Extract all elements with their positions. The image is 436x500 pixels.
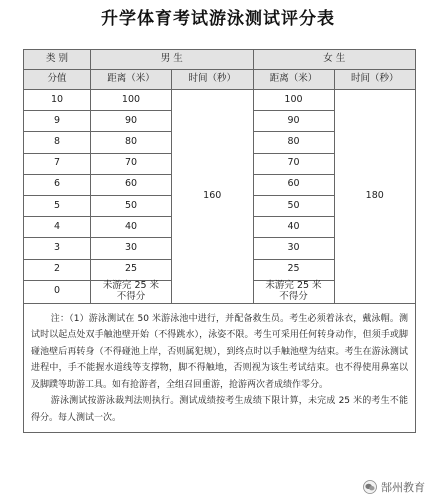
score-cell: 0 [24, 280, 91, 303]
header-female: 女 生 [253, 50, 416, 70]
header-score: 分值 [24, 70, 91, 90]
female-distance-cell: 25 [253, 259, 334, 280]
female-distance-cell: 40 [253, 217, 334, 238]
male-distance-cell: 40 [91, 217, 172, 238]
score-cell: 10 [24, 90, 91, 111]
female-time-cell: 180 [334, 90, 416, 304]
header-row-columns [24, 70, 416, 90]
male-distance-cell: 90 [91, 111, 172, 132]
female-distance-cell: 50 [253, 195, 334, 216]
score-cell: 7 [24, 153, 91, 174]
male-distance-cell: 70 [91, 153, 172, 174]
header-male-distance: 距离（米） [91, 70, 172, 90]
male-distance-cell: 50 [91, 195, 172, 216]
watermark [360, 478, 428, 496]
female-distance-cell: 100 [253, 90, 334, 111]
wechat-icon [363, 480, 377, 494]
male-time-cell: 160 [172, 90, 254, 304]
male-distance-cell: 100 [91, 90, 172, 111]
male-distance-cell: 80 [91, 132, 172, 153]
notes-cell [24, 303, 416, 433]
score-cell: 5 [24, 195, 91, 216]
score-cell: 4 [24, 217, 91, 238]
header-female-distance: 距离（米） [253, 70, 334, 90]
female-distance-cell: 80 [253, 132, 334, 153]
header-row-category [24, 50, 416, 70]
score-cell: 3 [24, 238, 91, 259]
score-cell: 2 [24, 259, 91, 280]
male-distance-cell: 未游完 25 米 不得分 [91, 280, 172, 303]
score-table [23, 49, 416, 433]
female-distance-cell: 30 [253, 238, 334, 259]
notes-row [24, 303, 416, 433]
female-distance-cell: 60 [253, 174, 334, 195]
score-cell: 8 [24, 132, 91, 153]
male-distance-cell: 60 [91, 174, 172, 195]
male-distance-cell: 25 [91, 259, 172, 280]
female-distance-cell: 未游完 25 米 不得分 [253, 280, 334, 303]
table-row [24, 90, 416, 111]
watermark-text: 郜州教育 [381, 481, 425, 494]
page-title: 升学体育考试游泳测试评分表 [101, 9, 335, 29]
header-male-time: 时间（秒） [172, 70, 254, 90]
score-cell: 9 [24, 111, 91, 132]
note-paragraph: 注：（1）游泳测试在 50 米游泳池中进行，并配备救生员。考生必须着泳衣，戴泳帽。测试时以起点处双手触池壁开始（不得跳水），泳姿不限。考生可采用任何转身动作，但须手或脚碰池壁后再转身（不得碰池上岸，否则属犯规），到终点时以手触池壁为结束。考生在游泳测试进程中，手不能握水道线等支撑物，脚不得触地，否则视为该生考试结束。也不得使用鼻塞以及脚蹼等助游工具。如有抢游者，全组召回重游，抢游两次者成绩作零分。 [31, 313, 408, 390]
header-category: 类 别 [24, 50, 91, 70]
score-cell: 6 [24, 174, 91, 195]
header-male: 男 生 [91, 50, 254, 70]
header-female-time: 时间（秒） [334, 70, 416, 90]
female-distance-cell: 70 [253, 153, 334, 174]
male-distance-cell: 30 [91, 238, 172, 259]
note-paragraph: 游泳测试按游泳裁判法则执行。测试成绩按考生成绩下限计算，未完成 25 米的考生不能得分。每人测试一次。 [31, 396, 408, 423]
female-distance-cell: 90 [253, 111, 334, 132]
